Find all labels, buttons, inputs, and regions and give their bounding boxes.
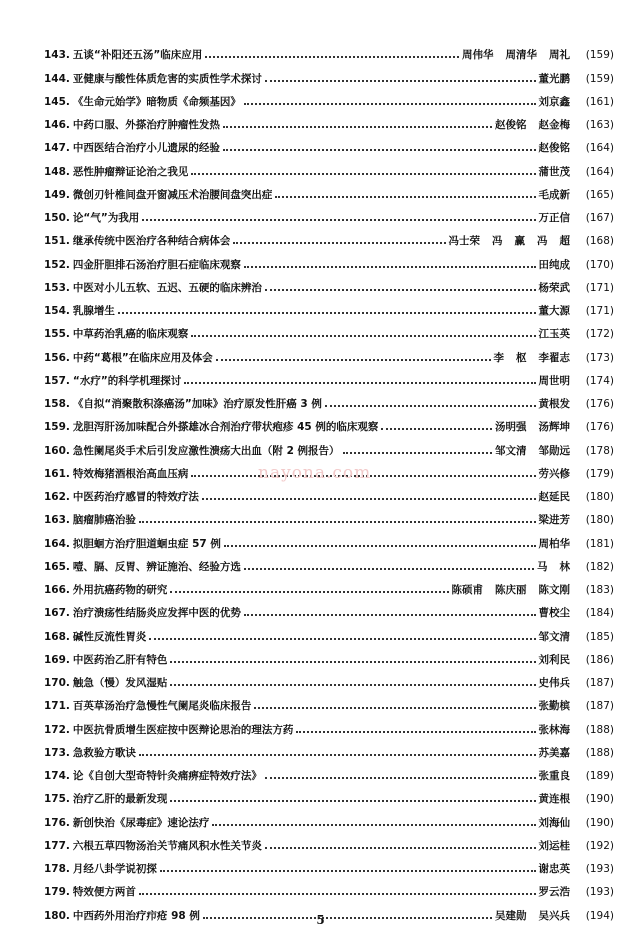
toc-entry [44,573,614,596]
entry-title: 六根五草四物汤治关节痛风积水性关节炎 [72,839,262,852]
entry-number: 143. [44,49,70,62]
entry-title: 触急（慢）发风湿贴 [72,677,168,689]
toc-entry [44,852,614,875]
entry-page: (187) [585,677,614,689]
toc-entry [44,131,614,154]
entry-number: 177. [44,839,70,852]
entry-authors [539,514,571,526]
author-name: 张林海 [538,723,570,736]
author-name: 赵俊铭 [538,142,570,155]
entry-number: 145. [44,95,70,108]
entry-title: 中医药治乙肝有特色 [72,653,168,666]
toc-entry [44,736,614,759]
toc-entry [44,759,614,782]
entry-page: (184) [585,607,614,620]
entry-title: 新创快治《尿毒症》速论法疗 [72,816,210,829]
toc-entry [44,271,614,294]
author-name: 吴兴兵 [538,909,570,922]
toc-entry [44,433,614,456]
entry-number: 166. [44,584,70,596]
entry-title: 论“气”为我用 [72,212,140,224]
entry-page: (186) [585,653,614,666]
entry-page: (159) [585,72,614,85]
entry-title: 急救验方歌诀 [72,746,136,759]
toc-entry [44,829,614,852]
dot-leader [202,498,536,500]
author-name: 罗云浩 [538,886,570,899]
toc-entry [44,526,614,549]
entry-number: 168. [44,630,70,643]
entry-number: 151. [44,235,70,248]
entry-title: 中药“葛根”在临床应用及体会 [72,351,213,364]
entry-authors [539,189,571,201]
entry-title: 微创刃针椎间盘开窗减压术治腰间盘突出症 [72,188,273,201]
entry-number: 158. [44,398,70,410]
toc-entry [44,247,614,270]
author-name: 周伟华 [462,49,494,62]
author-name: 江玉英 [538,328,570,341]
entry-authors [539,282,571,294]
entry-page: (193) [585,886,614,899]
entry-number: 178. [44,863,70,875]
dot-leader [170,591,448,593]
toc-entry [44,805,614,828]
dot-leader [139,754,536,756]
author-name: 刘海仙 [538,816,570,829]
dot-leader [325,405,536,407]
entry-title: 恶性肿瘤辩证论治之我见 [72,165,189,178]
author-name: 汤明强 [495,421,527,434]
author-name: 苏美嘉 [538,746,570,759]
entry-title: 继承传统中医治疗各种结合病体会 [72,235,231,248]
toc-entry [44,875,614,898]
entry-page: (159) [585,49,614,62]
entry-page: (174) [585,374,614,387]
author-name: 冯 [492,235,503,248]
author-name: 张勤槟 [538,700,570,713]
toc-entry [44,294,614,317]
entry-number: 176. [44,816,70,829]
entry-authors [494,352,571,364]
author-name: 林 [559,560,570,573]
entry-page: (172) [585,328,614,341]
entry-authors [539,770,571,782]
author-name: 吴建勋 [495,909,527,922]
entry-title: 《自拟“消聚散积涤癌汤”加味》治疗原发性肝癌 3 例 [72,398,322,410]
entry-page: (183) [585,584,614,596]
entry-authors [539,96,571,108]
entry-page: (179) [585,467,614,480]
entry-page: (171) [585,305,614,317]
dot-leader [191,173,535,175]
entry-number: 152. [44,258,70,271]
toc-entry [44,38,614,61]
entry-title: 碱性反流性胃炎 [72,630,147,643]
author-name: 赵金梅 [538,119,570,131]
author-name: 邹文清 [495,444,527,457]
dot-leader [118,312,536,314]
entry-page: (185) [585,630,614,643]
author-name: 陈硕甫 [451,584,483,596]
author-name: 万正信 [538,212,570,224]
entry-title: 五谈“补阳还五汤”临床应用 [72,49,203,62]
toc-entry [44,480,614,503]
entry-title: 脑瘤肺癌治验 [72,514,136,527]
entry-number: 156. [44,351,70,364]
entry-title: 月经八卦学说初探 [72,863,157,875]
entry-title: 中医抗骨质增生医症按中医辩论思治的理法方药 [72,723,294,736]
author-name: 冯士荣 [448,235,480,248]
author-name: 谢忠英 [538,863,570,875]
entry-number: 144. [44,72,70,85]
entry-title: 论《自创大型奇特针灸痛痹症特效疗法》 [72,770,262,782]
author-name: 赢 [514,235,525,248]
author-name: 黄连根 [538,793,570,806]
dot-leader [216,359,491,361]
entry-title: 急性阑尾炎手术后引发应激性溃疡大出血（附 2 例报告） [72,444,340,457]
entry-number: 165. [44,560,70,573]
entry-authors [539,654,571,666]
entry-authors [539,747,571,759]
dot-leader [184,382,535,384]
page-number: 5 [316,913,325,927]
dot-leader [223,149,536,151]
entry-page: (188) [585,723,614,736]
author-name: 邹文清 [538,630,570,643]
entry-number: 175. [44,793,70,806]
toc-entry [44,619,614,642]
entry-page: (164) [585,165,614,178]
entry-number: 157. [44,374,70,387]
entry-authors [539,491,571,503]
entry-title: 中医对小儿五软、五迟、五硬的临床辨治 [72,281,262,294]
dot-leader [142,219,535,221]
entry-page: (190) [585,793,614,806]
entry-title: 中草药治乳癌的临床观察 [72,328,189,341]
toc-entry [44,340,614,363]
toc-entry [44,364,614,387]
entry-number: 147. [44,142,70,155]
dot-leader [170,661,535,663]
entry-authors [452,584,571,596]
author-name: 劳兴修 [538,467,570,480]
entry-title: 治疗乙肝的最新发现 [72,793,168,806]
entry-number: 164. [44,537,70,550]
author-name: 赵俊铭 [495,119,527,131]
toc-entry [44,85,614,108]
entry-number: 163. [44,514,70,527]
entry-authors [539,817,571,829]
toc-entry [44,596,614,619]
author-name: 汤辉坤 [538,421,570,434]
entry-page: (182) [585,560,614,573]
dot-leader [212,824,535,826]
author-name: 李 [493,351,504,364]
entry-page: (193) [585,863,614,875]
entry-title: 亚健康与酸性体质危害的实质性学术探讨 [72,72,262,85]
toc-entry [44,317,614,340]
entry-authors [462,49,570,61]
entry-title: 特效梅猪酒根治高血压病 [72,467,189,480]
author-name: 周礼 [549,49,570,62]
toc-entry [44,643,614,666]
entry-authors [539,166,571,178]
toc-entry [44,154,614,177]
entry-page: (164) [585,142,614,155]
entry-number: 174. [44,770,70,782]
entry-title: 外用抗癌药物的研究 [72,584,168,596]
entry-title: 四金肝胆排石汤治疗胆石症临床观察 [72,258,241,271]
entry-title: 中药口服、外搽治疗肿瘤性发热 [72,119,220,131]
dot-leader [170,684,535,686]
entry-authors [539,142,571,154]
author-name: 周清华 [505,49,537,62]
author-name: 梁进芳 [538,514,570,527]
dot-leader [265,847,536,849]
dot-leader [265,80,536,82]
entry-page: (167) [585,212,614,224]
toc-entry [44,108,614,131]
entry-title: 中医药治疗感冒的特效疗法 [72,491,199,503]
entry-number: 180. [44,909,70,922]
entry-page: (163) [585,119,614,131]
author-name: 刘利民 [538,653,570,666]
entry-authors [539,607,571,619]
author-name: 邹勋远 [538,444,570,457]
entry-page: (165) [585,188,614,201]
entry-number: 153. [44,281,70,294]
author-name: 田纯成 [538,258,570,271]
entry-page: (180) [585,514,614,527]
entry-number: 159. [44,421,70,434]
entry-authors [539,863,571,875]
entry-authors [539,700,571,712]
entry-number: 160. [44,444,70,457]
author-name: 董大源 [538,305,570,317]
dot-leader [254,707,535,709]
entry-authors [539,375,571,387]
entry-authors [539,328,571,340]
entry-authors [539,259,571,271]
entry-authors [539,793,571,805]
toc-entry [44,178,614,201]
entry-page: (173) [585,351,614,364]
entry-page: (192) [585,839,614,852]
author-name: 蒲世茂 [538,165,570,178]
entry-number: 170. [44,677,70,689]
entry-title: 中西医结合治疗小儿遗尿的经验 [72,142,220,155]
toc-entry [44,61,614,84]
dot-leader [224,545,536,547]
entry-page: (168) [585,235,614,248]
dot-leader [233,242,445,244]
toc-entry [44,387,614,410]
entry-number: 161. [44,467,70,480]
entry-page: (171) [585,281,614,294]
entry-page: (176) [585,398,614,410]
dot-leader [265,289,536,291]
author-name: 超 [559,235,570,248]
entry-page: (188) [585,746,614,759]
dot-leader [160,870,536,872]
entry-number: 173. [44,746,70,759]
entry-number: 154. [44,305,70,317]
entry-authors [539,398,571,410]
entry-authors [495,119,570,131]
entry-title: 龙胆泻肝汤加味配合外搽雄冰合剂治疗带状疱疹 45 例的临床观察 [72,421,379,434]
entry-title: 中西药外用治疗疖疮 98 例 [72,909,200,922]
author-name: 毛成新 [538,188,570,201]
entry-authors [539,840,571,852]
entry-title: 百英草汤治疗急慢性气阑尾炎临床报告 [72,700,252,713]
entry-authors [539,677,571,689]
entry-number: 172. [44,723,70,736]
toc-entry [44,224,614,247]
toc-entry [44,550,614,573]
entry-authors [495,421,570,433]
entry-title: 《生命元始学》暗物质《命频基因》 [72,95,241,108]
author-name: 周柏华 [538,537,570,550]
dot-leader [139,893,536,895]
entry-authors [539,886,571,898]
entry-authors [449,235,571,247]
entry-number: 167. [44,607,70,620]
entry-number: 162. [44,491,70,503]
toc-entry [44,689,614,712]
entry-number: 171. [44,700,70,713]
entry-title: “水疗”的科学机理探讨 [72,374,182,387]
dot-leader [170,800,535,802]
dot-leader [223,126,492,128]
entry-title: 乳腺增生 [72,305,115,317]
entry-number: 149. [44,188,70,201]
entry-authors [539,305,571,317]
entry-page: (176) [585,421,614,434]
author-name: 刘运桂 [538,839,570,852]
dot-leader [244,614,536,616]
author-name: 曹校尘 [538,607,570,620]
entry-number: 169. [44,653,70,666]
dot-leader [265,777,536,779]
dot-leader [149,638,535,640]
author-name: 张重良 [538,770,570,782]
toc-entry [44,782,614,805]
dot-leader [244,568,534,570]
entry-authors [495,445,570,457]
dot-leader [191,335,535,337]
entry-page: (190) [585,816,614,829]
author-name: 周世明 [538,374,570,387]
toc-entry [44,201,614,224]
author-name: 冯 [537,235,548,248]
entry-title: 拟胆蛔方治疗胆道蛔虫症 57 例 [72,537,221,550]
author-name: 董光鹏 [538,72,570,85]
dot-leader [244,266,536,268]
entry-number: 179. [44,886,70,899]
toc-entry [44,666,614,689]
watermark: nayona.com [258,463,372,483]
dot-leader [244,103,536,105]
entry-page: (161) [585,95,614,108]
entry-title: 治疗溃疡性结肠炎应发挥中医的优势 [72,607,241,620]
entry-authors [537,561,570,573]
author-name: 陈文刚 [538,584,570,596]
entry-page: (180) [585,491,614,503]
entry-page: (178) [585,444,614,457]
entry-title: 噎、膈、反胃、辨证施治、经验方选 [72,560,241,573]
author-name: 杨荣武 [538,281,570,294]
entry-authors [539,538,571,550]
entry-number: 146. [44,119,70,131]
author-name: 陈庆丽 [495,584,527,596]
entry-number: 148. [44,165,70,178]
entry-page: (194) [585,909,614,922]
toc-entry [44,410,614,433]
entry-title: 特效便方两首 [72,886,136,899]
entry-authors [539,73,571,85]
dot-leader [205,56,459,58]
entry-page: (187) [585,700,614,713]
author-name: 赵延民 [538,491,570,503]
dot-leader [139,521,536,523]
entry-page: (170) [585,258,614,271]
dot-leader [381,428,492,430]
author-name: 史伟兵 [538,677,570,689]
author-name: 马 [537,560,548,573]
entry-authors [539,212,571,224]
entry-authors [539,631,571,643]
toc-entry [44,712,614,735]
dot-leader [296,731,535,733]
entry-number: 155. [44,328,70,341]
author-name: 刘京鑫 [538,95,570,108]
author-name: 枢 [516,351,527,364]
entry-authors [539,468,571,480]
entry-authors [539,724,571,736]
entry-page: (189) [585,770,614,782]
dot-leader [275,196,535,198]
toc-entry [44,503,614,526]
entry-number: 150. [44,212,70,224]
author-name: 黄根发 [538,398,570,410]
dot-leader [343,452,492,454]
entry-page: (181) [585,537,614,550]
author-name: 李翟志 [538,351,570,364]
